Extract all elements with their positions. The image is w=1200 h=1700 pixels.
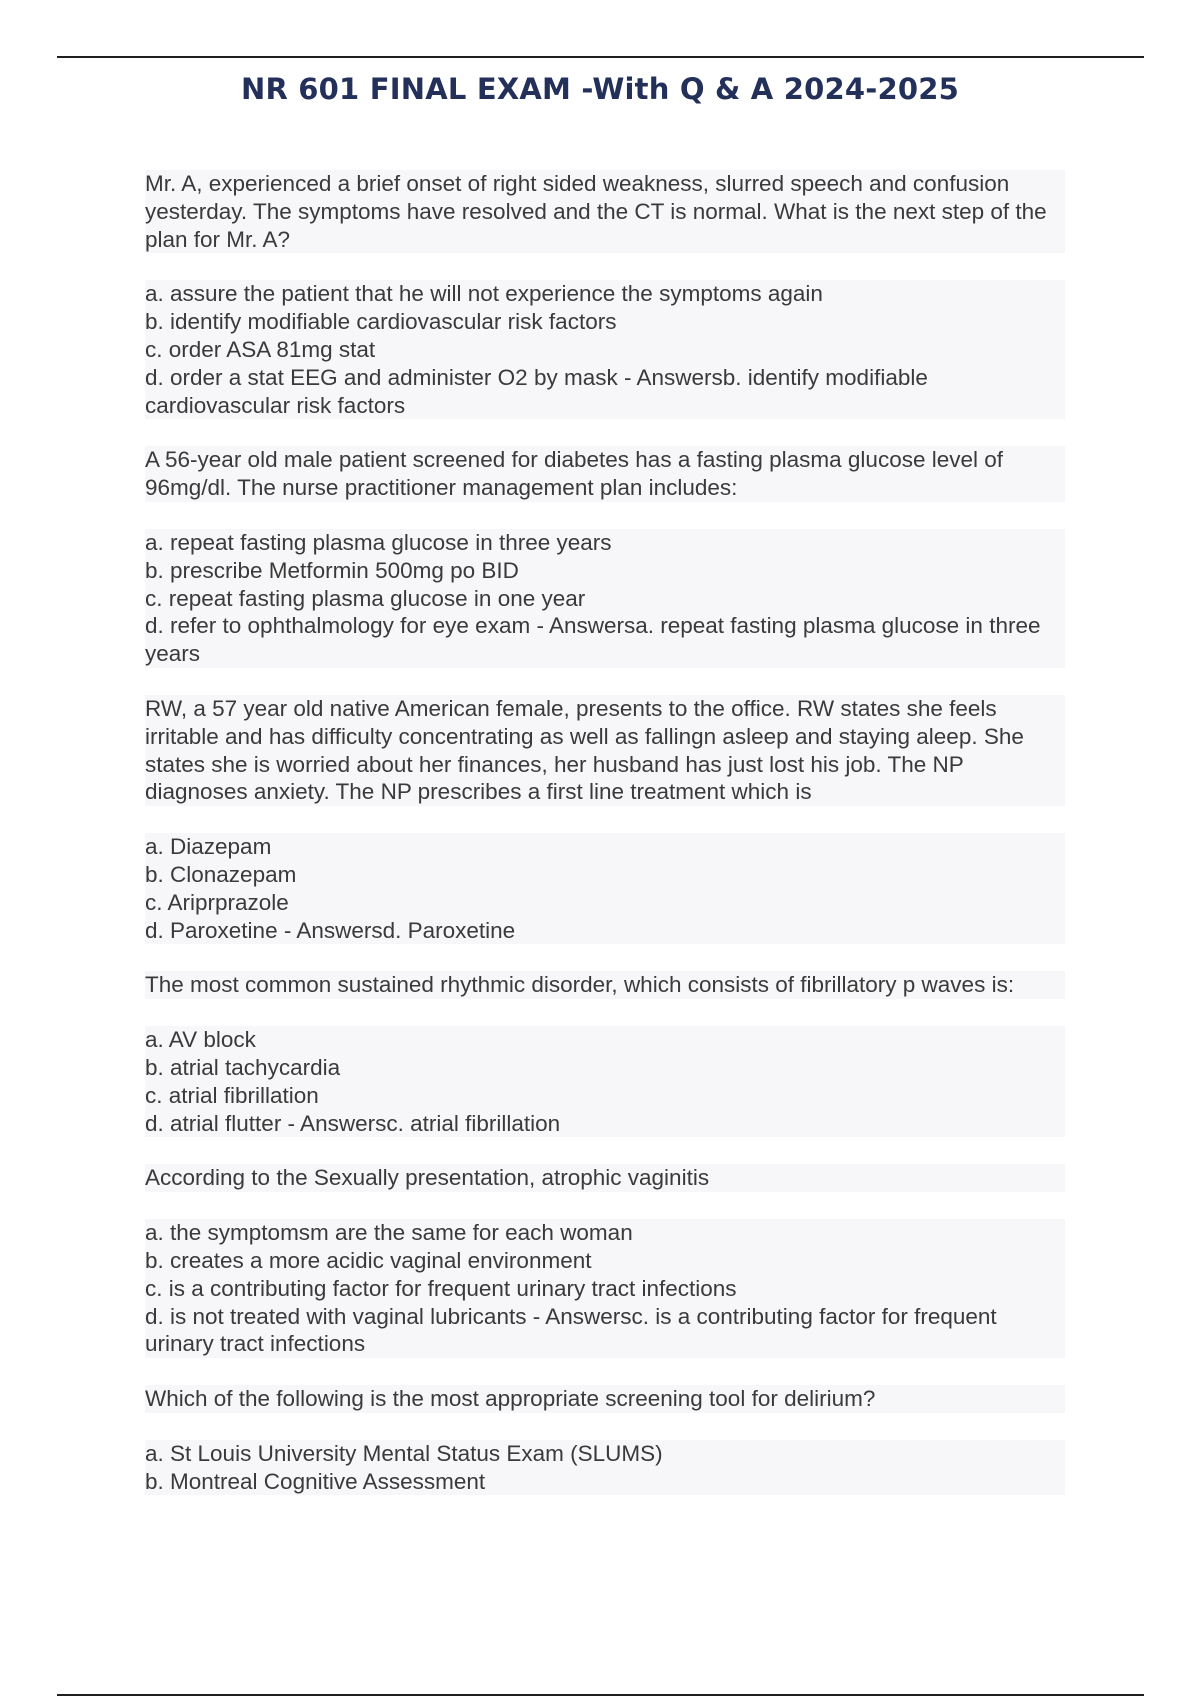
option-d-with-answer: d. atrial flutter - Answersc. atrial fibrillation xyxy=(145,1110,1065,1138)
option-d-with-answer: d. is not treated with vaginal lubricants - Answersc. is a contributing factor for frequent urinary tract infections xyxy=(145,1303,1065,1359)
qa-item-1 xyxy=(145,170,1065,419)
option-c: c. repeat fasting plasma glucose in one year xyxy=(145,585,1065,613)
option-a: a. assure the patient that he will not experience the symptoms again xyxy=(145,280,1065,308)
option-c: c. atrial fibrillation xyxy=(145,1082,1065,1110)
option-d-with-answer: d. order a stat EEG and administer O2 by mask - Answersb. identify modifiable cardiovascular risk factors xyxy=(145,364,1065,420)
question-text: According to the Sexually presentation, atrophic vaginitis xyxy=(145,1164,1065,1192)
bottom-rule xyxy=(57,1694,1144,1696)
option-c: c. is a contributing factor for frequent urinary tract infections xyxy=(145,1275,1065,1303)
question-text: Mr. A, experienced a brief onset of right sided weakness, slurred speech and confusion yesterday. The symptoms have resolved and the CT is normal. What is the next step of the plan for Mr. A? xyxy=(145,170,1065,253)
option-a: a. AV block xyxy=(145,1026,1065,1054)
answer-options xyxy=(145,1026,1065,1137)
document-body xyxy=(145,170,1065,1522)
option-b: b. identify modifiable cardiovascular risk factors xyxy=(145,308,1065,336)
qa-item-4 xyxy=(145,971,1065,1137)
answer-options xyxy=(145,529,1065,668)
answer-options xyxy=(145,1440,1065,1496)
option-c: c. order ASA 81mg stat xyxy=(145,336,1065,364)
qa-item-5 xyxy=(145,1164,1065,1358)
option-d-with-answer: d. refer to ophthalmology for eye exam - Answersa. repeat fasting plasma glucose in three years xyxy=(145,612,1065,668)
document-title: NR 601 FINAL EXAM -With Q & A 2024-2025 xyxy=(241,72,959,106)
option-a: a. the symptomsm are the same for each woman xyxy=(145,1219,1065,1247)
qa-item-3 xyxy=(145,695,1065,944)
question-text: A 56-year old male patient screened for diabetes has a fasting plasma glucose level of 96mg/dl. The nurse practitioner management plan includes: xyxy=(145,446,1065,502)
option-c: c. Ariprprazole xyxy=(145,889,1065,917)
answer-options xyxy=(145,833,1065,944)
answer-options xyxy=(145,1219,1065,1358)
top-rule xyxy=(57,56,1144,58)
option-b: b. Clonazepam xyxy=(145,861,1065,889)
option-b: b. Montreal Cognitive Assessment xyxy=(145,1468,1065,1496)
option-a: a. repeat fasting plasma glucose in three years xyxy=(145,529,1065,557)
option-a: a. St Louis University Mental Status Exam (SLUMS) xyxy=(145,1440,1065,1468)
option-b: b. prescribe Metformin 500mg po BID xyxy=(145,557,1065,585)
option-d-with-answer: d. Paroxetine - Answersd. Paroxetine xyxy=(145,917,1065,945)
question-text: Which of the following is the most appropriate screening tool for delirium? xyxy=(145,1385,1065,1413)
qa-item-2 xyxy=(145,446,1065,668)
answer-options xyxy=(145,280,1065,419)
question-text: RW, a 57 year old native American female, presents to the office. RW states she feels irritable and has difficulty concentrating as well as fallingn asleep and staying aleep. She states she is worried about her finances, her husband has just lost his job. The NP diagnoses anxiety. The NP prescribes a first line treatment which is xyxy=(145,695,1065,806)
question-text: The most common sustained rhythmic disorder, which consists of fibrillatory p waves is: xyxy=(145,971,1065,999)
option-b: b. atrial tachycardia xyxy=(145,1054,1065,1082)
qa-item-6 xyxy=(145,1385,1065,1495)
option-b: b. creates a more acidic vaginal environment xyxy=(145,1247,1065,1275)
option-a: a. Diazepam xyxy=(145,833,1065,861)
